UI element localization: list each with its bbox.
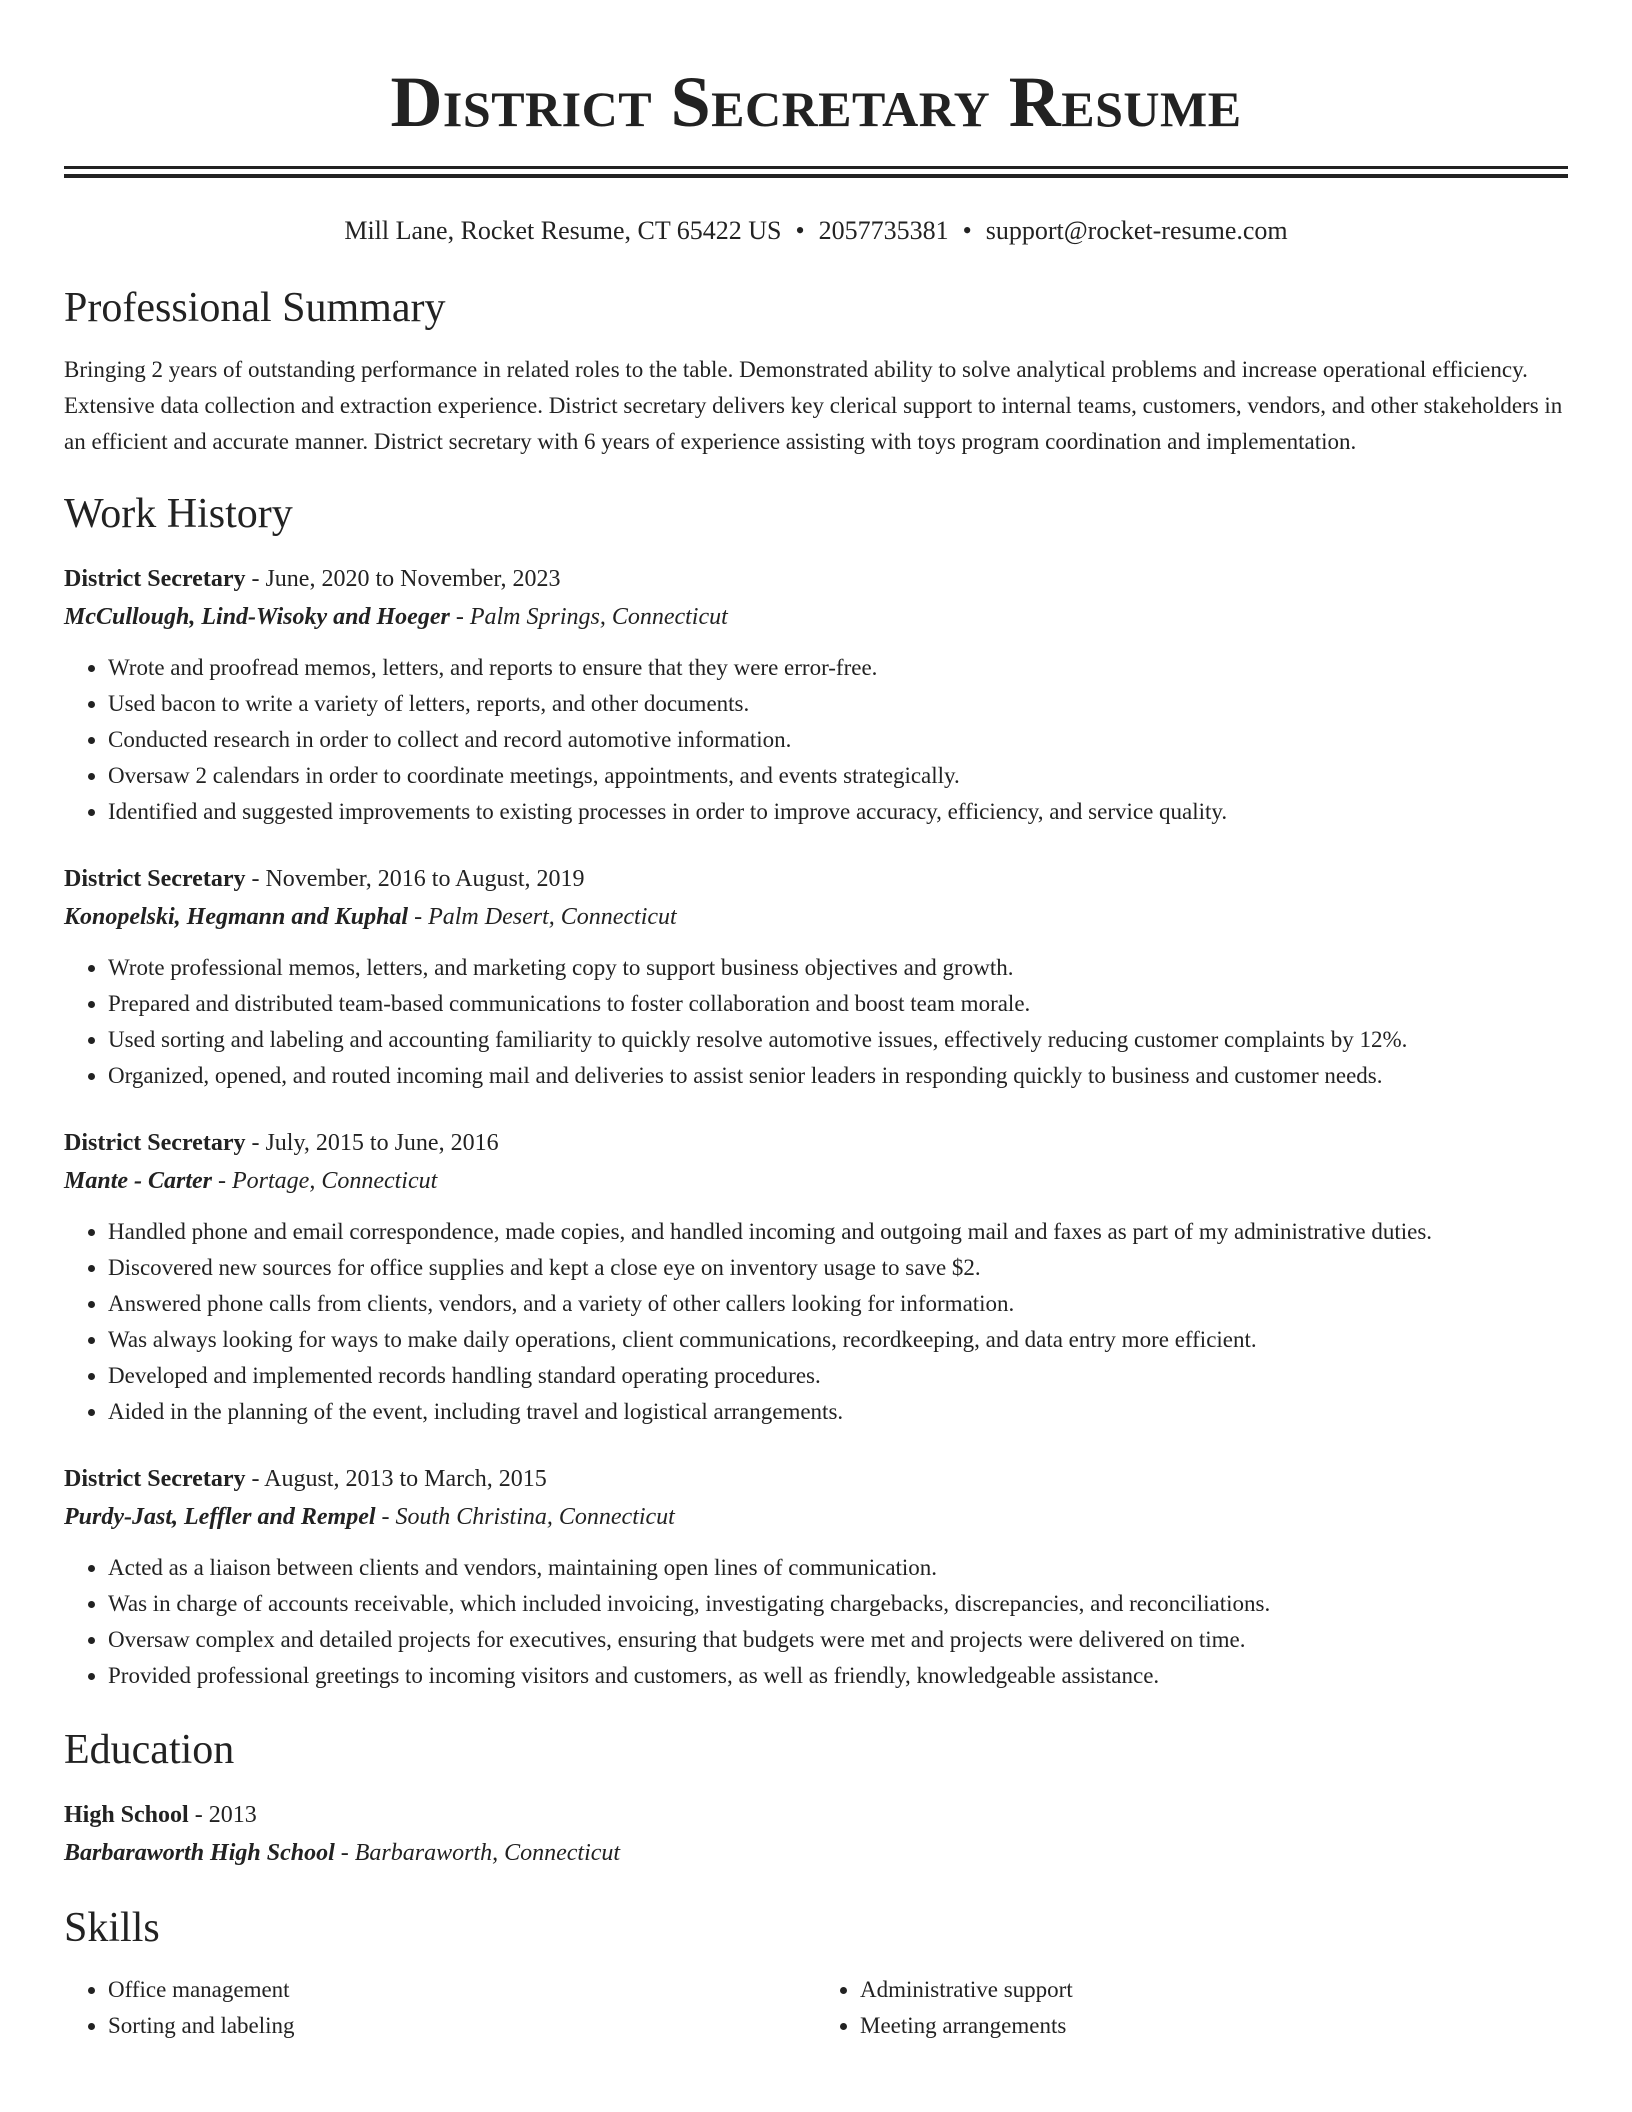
list-item: • Prepared and distributed team-based communications to foster collaboration and boost team morale. (108, 986, 1568, 1022)
job-title: District Secretary (64, 566, 246, 592)
contact-phone: 2057735381 (818, 216, 949, 245)
education-entry (64, 1796, 1568, 1872)
list-item: • Aided in the planning of the event, including travel and logistical arrangements. (108, 1394, 1568, 1430)
job-title-line (64, 860, 1568, 898)
list-item: • Wrote professional memos, letters, and marketing copy to support business objectives and growth. (108, 950, 1568, 986)
company-location: - South Christina, Connecticut (375, 1504, 675, 1530)
summary-text: Bringing 2 years of outstanding performance in related roles to the table. Demonstrated ability to solve analytical problems and increase operational efficiency. Extensive data collection and extraction experience. District secretary delivers key clerical support to internal teams, customers, vendors, and other stakeholders in an efficient and accurate manner. District secretary with 6 years of experience assisting with toys program coordination and implementation. (64, 357, 1563, 454)
list-item: • Wrote and proofread memos, letters, and reports to ensure that they were error-free. (108, 650, 1568, 686)
job-title-line (64, 1124, 1568, 1162)
degree-year: - 2013 (188, 1802, 257, 1828)
skills-column-right (816, 1972, 1568, 2044)
school-name: Barbaraworth High School (64, 1840, 335, 1866)
list-item: • Oversaw 2 calendars in order to coordinate meetings, appointments, and events strategically. (108, 758, 1568, 794)
summary-heading: Professional Summary (64, 285, 446, 331)
list-item: • Meeting arrangements (860, 2008, 1568, 2044)
list-item: • Administrative support (860, 1972, 1568, 2008)
company-location: - Palm Desert, Connecticut (408, 904, 677, 930)
skills-heading: Skills (64, 1905, 160, 1951)
contact-address: Mill Lane, Rocket Resume, CT 65422 US (344, 216, 782, 245)
job-title-line (64, 1460, 1568, 1498)
list-item: • Acted as a liaison between clients and vendors, maintaining open lines of communication. (108, 1550, 1568, 1586)
list-item: • Answered phone calls from clients, vendors, and a variety of other callers looking for information. (108, 1286, 1568, 1322)
school-location: - Barbaraworth, Connecticut (334, 1840, 621, 1866)
company-name: Mante - Carter (64, 1168, 213, 1194)
job-dates: - November, 2016 to August, 2019 (245, 866, 585, 892)
job-title: District Secretary (64, 1466, 246, 1492)
job-entry (64, 860, 1568, 1094)
list-item: • Used sorting and labeling and accounting familiarity to quickly resolve automotive issues, effectively reducing customer complaints by 12%. (108, 1022, 1568, 1058)
company-line (64, 1498, 1568, 1536)
school-line (64, 1834, 1568, 1872)
company-name: McCullough, Lind-Wisoky and Hoeger (64, 604, 450, 630)
company-location: - Palm Springs, Connecticut (449, 604, 728, 630)
contact-separator: • (962, 216, 972, 245)
company-location: - Portage, Connecticut (212, 1168, 438, 1194)
title-divider (64, 166, 1568, 178)
list-item: • Office management (108, 1972, 816, 2008)
list-item: • Organized, opened, and routed incoming mail and deliveries to assist senior leaders in responding quickly to business and customer needs. (108, 1058, 1568, 1094)
job-bullets (64, 650, 1568, 830)
job-bullets (64, 1214, 1568, 1430)
list-item: • Developed and implemented records handling standard operating procedures. (108, 1358, 1568, 1394)
job-dates: - June, 2020 to November, 2023 (245, 566, 561, 592)
degree-name: High School (64, 1802, 189, 1828)
company-line (64, 1162, 1568, 1200)
company-name: Purdy-Jast, Leffler and Rempel (64, 1504, 376, 1530)
list-item: • Identified and suggested improvements to existing processes in order to improve accuracy, efficiency, and service quality. (108, 794, 1568, 830)
skills-list (64, 1972, 1568, 2044)
company-line (64, 598, 1568, 636)
job-dates: - August, 2013 to March, 2015 (245, 1466, 547, 1492)
contact-line (64, 214, 1568, 248)
resume-page (64, 0, 1568, 2044)
company-line (64, 898, 1568, 936)
job-title: District Secretary (64, 1130, 246, 1156)
job-entry (64, 560, 1568, 830)
list-item: • Provided professional greetings to incoming visitors and customers, as well as friendly, knowledgeable assistance. (108, 1658, 1568, 1694)
job-bullets (64, 950, 1568, 1094)
list-item: • Handled phone and email correspondence, made copies, and handled incoming and outgoing mail and faxes as part of my administrative duties. (108, 1214, 1568, 1250)
list-item: • Sorting and labeling (108, 2008, 816, 2044)
page-title: District Secretary Resume (390, 62, 1242, 142)
contact-separator: • (795, 216, 805, 245)
job-title-line (64, 560, 1568, 598)
job-entry (64, 1124, 1568, 1430)
contact-email: support@rocket-resume.com (985, 216, 1288, 245)
list-item: • Was in charge of accounts receivable, which included invoicing, investigating chargebacks, discrepancies, and reconciliations. (108, 1586, 1568, 1622)
skills-column-left (64, 1972, 816, 2044)
job-title: District Secretary (64, 866, 246, 892)
list-item: • Conducted research in order to collect and record automotive information. (108, 722, 1568, 758)
job-dates: - July, 2015 to June, 2016 (245, 1130, 499, 1156)
job-entry (64, 1460, 1568, 1694)
list-item: • Used bacon to write a variety of letters, reports, and other documents. (108, 686, 1568, 722)
work-history-heading: Work History (64, 491, 293, 537)
job-bullets (64, 1550, 1568, 1694)
education-heading: Education (64, 1727, 235, 1773)
degree-line (64, 1796, 1568, 1834)
list-item: • Oversaw complex and detailed projects for executives, ensuring that budgets were met and projects were delivered on time. (108, 1622, 1568, 1658)
list-item: • Discovered new sources for office supplies and kept a close eye on inventory usage to save $2. (108, 1250, 1568, 1286)
company-name: Konopelski, Hegmann and Kuphal (64, 904, 409, 930)
list-item: • Was always looking for ways to make daily operations, client communications, recordkeeping, and data entry more efficient. (108, 1322, 1568, 1358)
